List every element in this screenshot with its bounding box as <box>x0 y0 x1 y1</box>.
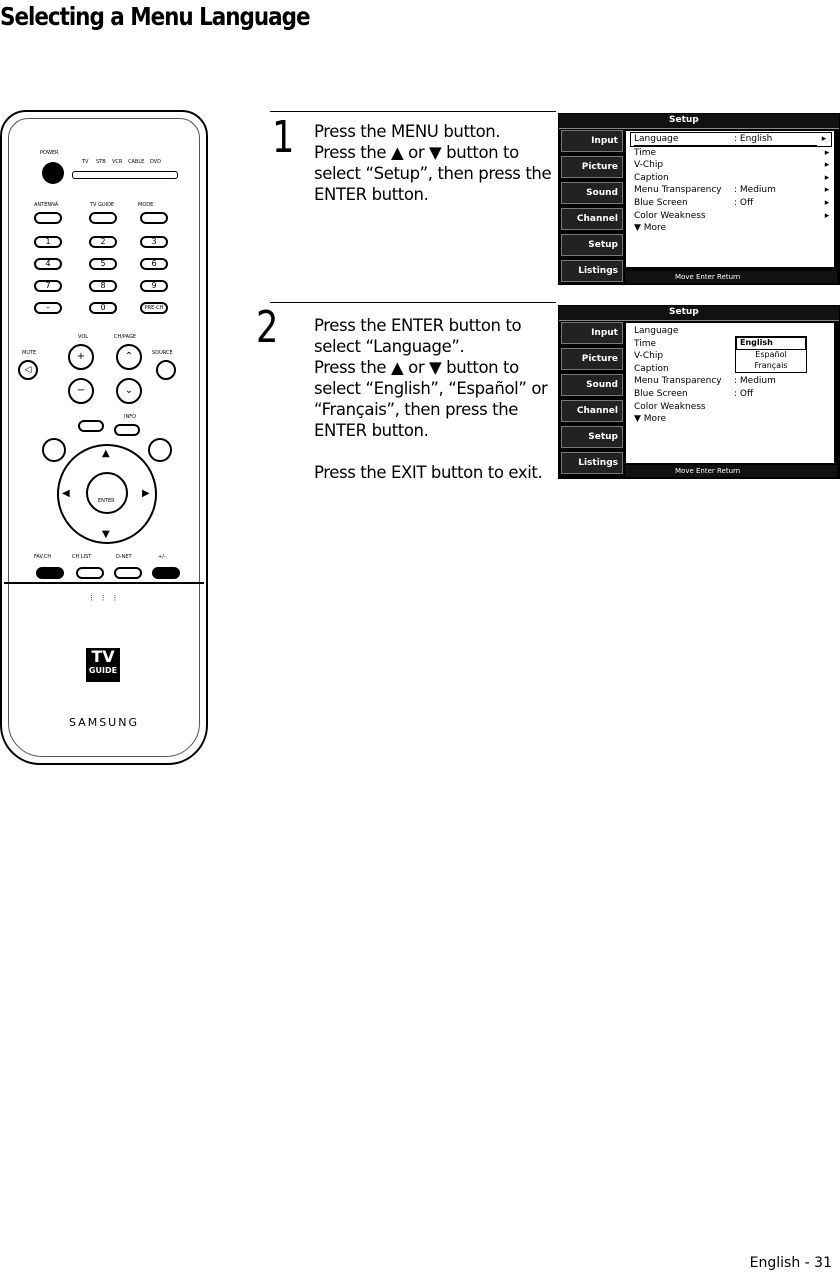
plusminus-label: +/- <box>158 554 166 560</box>
osd-1-row-value <box>734 147 820 160</box>
osd-1-tab-bar <box>559 114 839 129</box>
osd-2-tab-bar <box>559 306 839 321</box>
vol-label: VOL <box>78 334 89 340</box>
osd-1-row-colorweakness[interactable] <box>626 210 834 223</box>
osd-2-row-label: ▼ More <box>634 414 667 425</box>
osd-1-side-listings[interactable]: Listings <box>561 260 623 282</box>
language-dropdown[interactable] <box>735 336 807 373</box>
osd-2-footer: Move Enter Return <box>625 465 837 477</box>
number-button-7[interactable]: 7 <box>34 280 62 292</box>
antenna-button[interactable] <box>34 212 62 224</box>
number-button-1[interactable]: 1 <box>34 236 62 248</box>
chevron-right-icon: ▸ <box>824 197 830 208</box>
favch-button[interactable] <box>36 567 64 579</box>
language-option-francais[interactable]: Français <box>754 361 788 370</box>
chlist-label: CH LIST <box>72 554 92 560</box>
osd-1-side-picture[interactable]: Picture <box>561 156 623 178</box>
prech-button[interactable]: PRE-CH <box>140 302 168 314</box>
vol-down-button[interactable]: − <box>68 378 94 404</box>
step-2-number: 2 <box>256 302 279 353</box>
favch-label: FAV.CH <box>34 554 52 560</box>
osd-1-row-value <box>734 210 820 223</box>
osd-2-row-label: Language <box>634 326 679 336</box>
osd-screen-2 <box>558 305 840 479</box>
mode-button[interactable] <box>140 212 168 224</box>
number-button-6[interactable]: 6 <box>140 258 168 270</box>
number-button-0[interactable]: 0 <box>89 302 117 314</box>
osd-1-row-value: : Off <box>734 197 754 208</box>
osd-2-side-input[interactable]: Input <box>561 322 623 344</box>
page-number: English - 31 <box>749 1255 832 1271</box>
mode-label-dvd: DVD <box>150 159 162 165</box>
osd-screen-1 <box>558 113 840 285</box>
osd-2-row-colorweakness[interactable] <box>626 401 834 414</box>
number-button-5[interactable]: 5 <box>89 258 117 270</box>
brand-logo: SAMSUNG <box>69 716 139 729</box>
number-button-8[interactable]: 8 <box>89 280 117 292</box>
power-label: POWER <box>40 150 59 156</box>
dpad-left-arrow[interactable]: ◀ <box>62 488 70 499</box>
mode-label-vcr: VCR <box>112 159 123 165</box>
number-button-4[interactable]: 4 <box>34 258 62 270</box>
osd-1-row-value: : Medium <box>734 185 776 196</box>
osd-1-row-label: Caption <box>634 172 669 183</box>
chevron-right-icon: ▸ <box>821 134 827 144</box>
step-2-note: Press the EXIT button to exit. <box>314 463 543 482</box>
antenna-mode-button[interactable] <box>78 420 104 432</box>
osd-1-tab-title: Setup <box>669 115 699 125</box>
osd-1-sidebar <box>561 130 623 285</box>
osd-2-row-label: Color Weakness <box>634 401 706 412</box>
osd-1-side-input[interactable]: Input <box>561 130 623 152</box>
osd-1-row-more[interactable] <box>626 222 834 235</box>
osd-1-side-setup[interactable]: Setup <box>561 234 623 256</box>
chevron-right-icon: ▸ <box>824 147 830 158</box>
page-title: Selecting a Menu Language <box>0 2 310 31</box>
chevron-right-icon: ▸ <box>824 172 830 183</box>
mode-label-cable: CABLE <box>128 159 145 165</box>
tvguide-logo <box>86 648 120 682</box>
source-label: SOURCE <box>152 350 173 356</box>
osd-2-row-value: : Off <box>734 388 754 399</box>
exit-button[interactable] <box>148 438 172 462</box>
step-1-line-2: Press the ▲ or ▼ button to select “Setup”, then press the ENTER button. <box>314 143 552 204</box>
chevron-right-icon: ▸ <box>824 210 830 221</box>
dash-button[interactable]: - <box>34 302 62 314</box>
dpad-up-arrow[interactable]: ▲ <box>102 448 110 459</box>
power-button[interactable] <box>42 162 64 184</box>
osd-2-row-bluescreen[interactable] <box>626 388 834 401</box>
tvguide-button[interactable] <box>89 212 117 224</box>
mode-label-stb: STB <box>96 159 106 165</box>
chpage-label: CH/PAGE <box>114 334 136 340</box>
osd-2-row-transparency[interactable] <box>626 375 834 388</box>
tvguide-label: TV GUIDE <box>90 202 115 208</box>
osd-1-row-label: Menu Transparency <box>634 185 722 196</box>
dnet-button[interactable] <box>114 567 142 579</box>
step-2-line-2: Press the ▲ or ▼ button to select “English”, “Español” or “Français”, then press the ENTER button. <box>314 358 548 440</box>
info-button[interactable] <box>114 424 140 436</box>
osd-1-footer: Move Enter Return <box>625 271 837 283</box>
step-1-line-1: Press the MENU button. <box>314 122 501 141</box>
step-1-number: 1 <box>272 112 295 163</box>
step-1-rule <box>270 111 556 112</box>
osd-2-row-value: : Medium <box>734 376 776 387</box>
step-2-line-1: Press the ENTER button to select “Language”. <box>314 316 522 356</box>
dpad-right-arrow[interactable]: ▶ <box>142 488 150 499</box>
osd-2-tab-title: Setup <box>669 307 699 317</box>
osd-1-side-channel[interactable]: Channel <box>561 208 623 230</box>
remote-lower-divider <box>4 582 204 584</box>
osd-2-side-channel[interactable]: Channel <box>561 400 623 422</box>
osd-1-row-bluescreen[interactable] <box>626 197 834 210</box>
tvguide-logo-guide: GUIDE <box>88 666 118 675</box>
number-button-3[interactable]: 3 <box>140 236 168 248</box>
osd-1-row-label: Language <box>634 133 734 146</box>
menu-button[interactable] <box>42 438 66 462</box>
osd-1-side-sound[interactable]: Sound <box>561 182 623 204</box>
enter-button[interactable] <box>86 472 128 514</box>
osd-1-row-language[interactable] <box>630 132 832 147</box>
osd-2-side-setup[interactable]: Setup <box>561 426 623 448</box>
chevron-right-icon: ▸ <box>824 185 830 196</box>
osd-2-row-more[interactable] <box>626 413 834 426</box>
osd-2-sidebar <box>561 322 623 478</box>
tvguide-logo-tv: TV <box>91 647 115 666</box>
number-button-9[interactable]: 9 <box>140 280 168 292</box>
mode-label-tv: TV <box>82 159 89 165</box>
enter-label: ENTER <box>98 498 115 504</box>
mode-indicator <box>72 171 178 179</box>
language-option-english[interactable]: English <box>736 337 806 350</box>
osd-1-row-caption[interactable] <box>626 172 834 185</box>
osd-1-row-value <box>734 172 820 185</box>
plusminus-button[interactable] <box>152 567 180 579</box>
mute-button[interactable]: ◁ <box>18 360 38 380</box>
sensor-dots: ⁝ ⁝ ⁝ <box>90 594 120 604</box>
osd-2-row-label: V-Chip <box>634 351 664 362</box>
chlist-button[interactable] <box>76 567 104 579</box>
ch-up-button[interactable]: ⌃ <box>116 344 142 370</box>
osd-1-row-label: V-Chip <box>634 160 664 171</box>
osd-2-row-label: Menu Transparency <box>634 376 722 387</box>
dnet-label: D-NET <box>116 554 132 560</box>
step-2-rule <box>270 302 556 303</box>
osd-1-row-transparency[interactable] <box>626 184 834 197</box>
osd-2-side-picture[interactable]: Picture <box>561 348 623 370</box>
step-1-text <box>314 121 564 205</box>
osd-1-row-value <box>734 222 834 235</box>
chevron-right-icon: ▸ <box>824 160 830 171</box>
number-button-2[interactable]: 2 <box>89 236 117 248</box>
language-option-espanol[interactable]: Español <box>755 350 787 359</box>
step-2-text <box>314 315 554 483</box>
vol-up-button[interactable]: + <box>68 344 94 370</box>
source-button[interactable] <box>156 360 176 380</box>
osd-1-row-label: Blue Screen <box>634 197 688 208</box>
mute-label: MUTE <box>22 350 37 356</box>
osd-1-menu-panel <box>625 130 835 268</box>
osd-2-row-label: Time <box>634 338 657 349</box>
osd-1-row-label: Color Weakness <box>634 210 706 221</box>
osd-1-row-value <box>734 159 820 172</box>
osd-2-side-listings[interactable]: Listings <box>561 452 623 474</box>
osd-1-row-value: : English <box>734 133 817 146</box>
remote-control <box>0 110 208 765</box>
osd-2-row-value <box>734 413 834 426</box>
osd-1-row-vchip[interactable] <box>626 159 834 172</box>
mode-label: MODE <box>138 202 154 208</box>
info-label: INFO <box>124 414 137 420</box>
osd-2-row-label: Caption <box>634 363 669 374</box>
antenna-label: ANTENNA <box>34 202 59 208</box>
osd-1-row-label: ▼ More <box>634 223 667 234</box>
osd-1-row-label: Time <box>634 147 657 158</box>
dpad-down-arrow[interactable]: ▼ <box>102 529 110 540</box>
osd-2-row-label: Blue Screen <box>634 388 688 399</box>
osd-2-row-value <box>734 401 834 414</box>
osd-2-side-sound[interactable]: Sound <box>561 374 623 396</box>
osd-1-row-time[interactable] <box>626 147 834 160</box>
ch-down-button[interactable]: ⌄ <box>116 378 142 404</box>
